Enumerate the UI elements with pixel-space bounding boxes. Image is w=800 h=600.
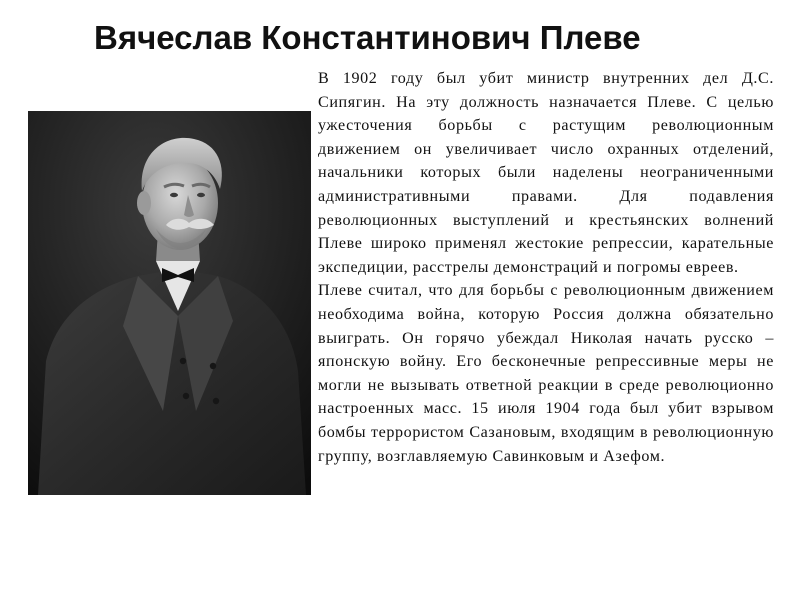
paragraph-2: Плеве считал, что для борьбы с революционным движением необходима война, которую Россия должна обязательно выиграть. Он горячо убеждал Николая начать русско – японскую войну. Его бесконечные репрессивные меры не могли не вызывать ответной реакции в среде революционно настроенных масс. 15 июля 1904 года был убит взрывом бомбы террористом Сазановым, входящим в революционную группу, возглавляемую Савинковым и Азефом. — [318, 282, 774, 465]
slide-title: Вячеслав Константинович Плеве — [94, 19, 641, 56]
paragraph-1: В 1902 году был убит министр внутренних дел Д.С. Сипягин. На эту должность назначается Плеве. С целью ужесточения борьбы с растущим революционным движением он увеличивает число охранных отделений, начальники которых были наделены неограниченными административными правами. Для подавления революционных выступлений и крестьянских волнений Плеве широко применял жестокие репрессии, карательные экспедиции, расстрелы демонстраций и погромы евреев. — [318, 70, 774, 276]
portrait-photo — [28, 111, 311, 495]
body-text — [318, 67, 774, 468]
portrait-illustration — [28, 111, 311, 495]
